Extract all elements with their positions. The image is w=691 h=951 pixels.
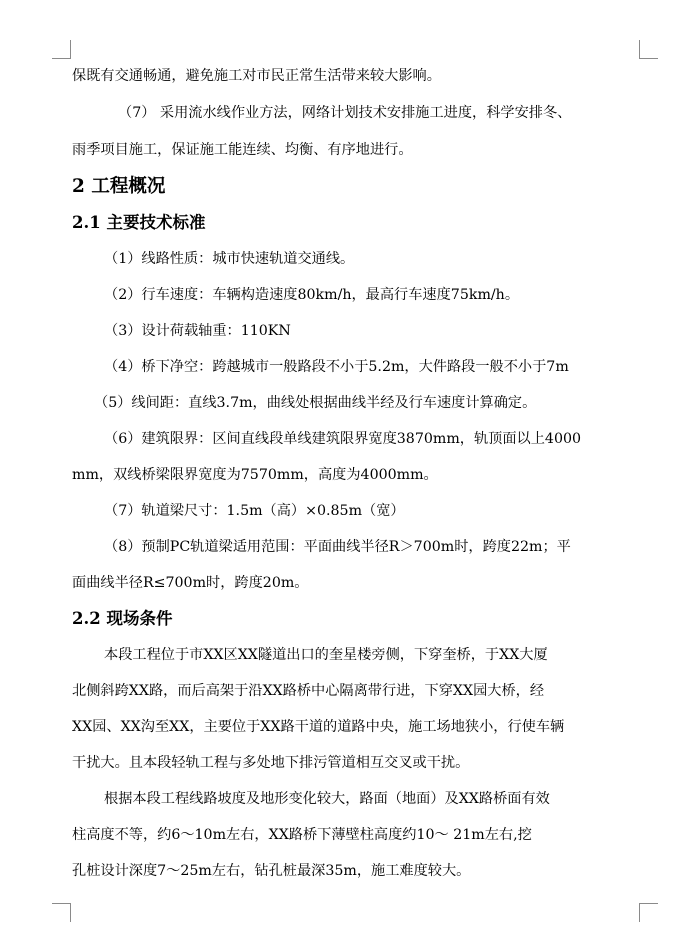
subsection-heading-2-1: 2.1 主要技术标准 — [72, 213, 206, 232]
crop-mark-top-right — [639, 40, 658, 59]
standard-item: （5）线间距：直线3.7m，曲线处根据曲线半经及行车速度计算确定。 — [94, 395, 537, 411]
standard-item: （1）线路性质：城市快速轨道交通线。 — [104, 251, 355, 267]
standard-item-cont: 面曲线半径R≤700m时，跨度20m。 — [72, 575, 309, 591]
site-paragraph-line: 本段工程位于市XX区XX隧道出口的奎星楼旁侧，下穿奎桥，于XX大厦 — [104, 647, 548, 663]
standard-item: （4）桥下净空：跨越城市一般路段不小于5.2m，大件路段一般不小于7m — [104, 359, 569, 375]
site-paragraph-line: 孔桩设计深度7～25m左右，钻孔桩最深35m，施工难度较大。 — [72, 863, 471, 879]
standard-item: （6）建筑限界：区间直线段单线建筑限界宽度3870mm，轨顶面以上4000 — [104, 431, 582, 447]
site-paragraph-line: XX园、XX沟至XX，主要位于XX路干道的道路中央，施工场地狭小，行使车辆 — [72, 719, 565, 735]
site-paragraph-line: 柱高度不等，约6～10m左右，XX路桥下薄壁柱高度约10～ 21m左右,挖 — [72, 827, 532, 843]
intro-line: 保既有交通畅通，避免施工对市民正常生活带来较大影响。 — [72, 68, 441, 84]
crop-mark-bottom-right — [639, 903, 658, 922]
standard-item: （2）行车速度：车辆构造速度80km/h，最高行车速度75km/h。 — [104, 287, 520, 303]
item7-line1: （7） 采用流水线作业方法，网络计划技术安排施工进度，科学安排冬、 — [118, 105, 572, 121]
standard-item-cont: mm，双线桥梁限界宽度为7570mm，高度为4000mm。 — [72, 467, 438, 483]
crop-mark-bottom-left — [52, 903, 71, 922]
standard-item: （8）预制PC轨道梁适用范围：平面曲线半径R＞700m时，跨度22m；平 — [104, 539, 571, 555]
item7-line2: 雨季项目施工，保证施工能连续、均衡、有序地进行。 — [72, 142, 413, 158]
subsection-heading-2-2: 2.2 现场条件 — [72, 609, 173, 628]
crop-mark-top-left — [52, 40, 71, 59]
site-paragraph-line: 北侧斜跨XX路，而后高架于沿XX路桥中心隔离带行进，下穿XX园大桥，经 — [72, 683, 545, 699]
standard-item: （7）轨道梁尺寸：1.5m（高）×0.85m（宽） — [104, 503, 405, 519]
standard-item: （3）设计荷载轴重：110KN — [104, 323, 291, 339]
section-heading: 2 工程概况 — [72, 176, 166, 197]
site-paragraph-line: 干扰大。且本段轻轨工程与多处地下排污管道相互交叉或干扰。 — [72, 755, 470, 771]
site-paragraph-line: 根据本段工程线路坡度及地形变化较大，路面（地面）及XX路桥面有效 — [104, 791, 550, 807]
